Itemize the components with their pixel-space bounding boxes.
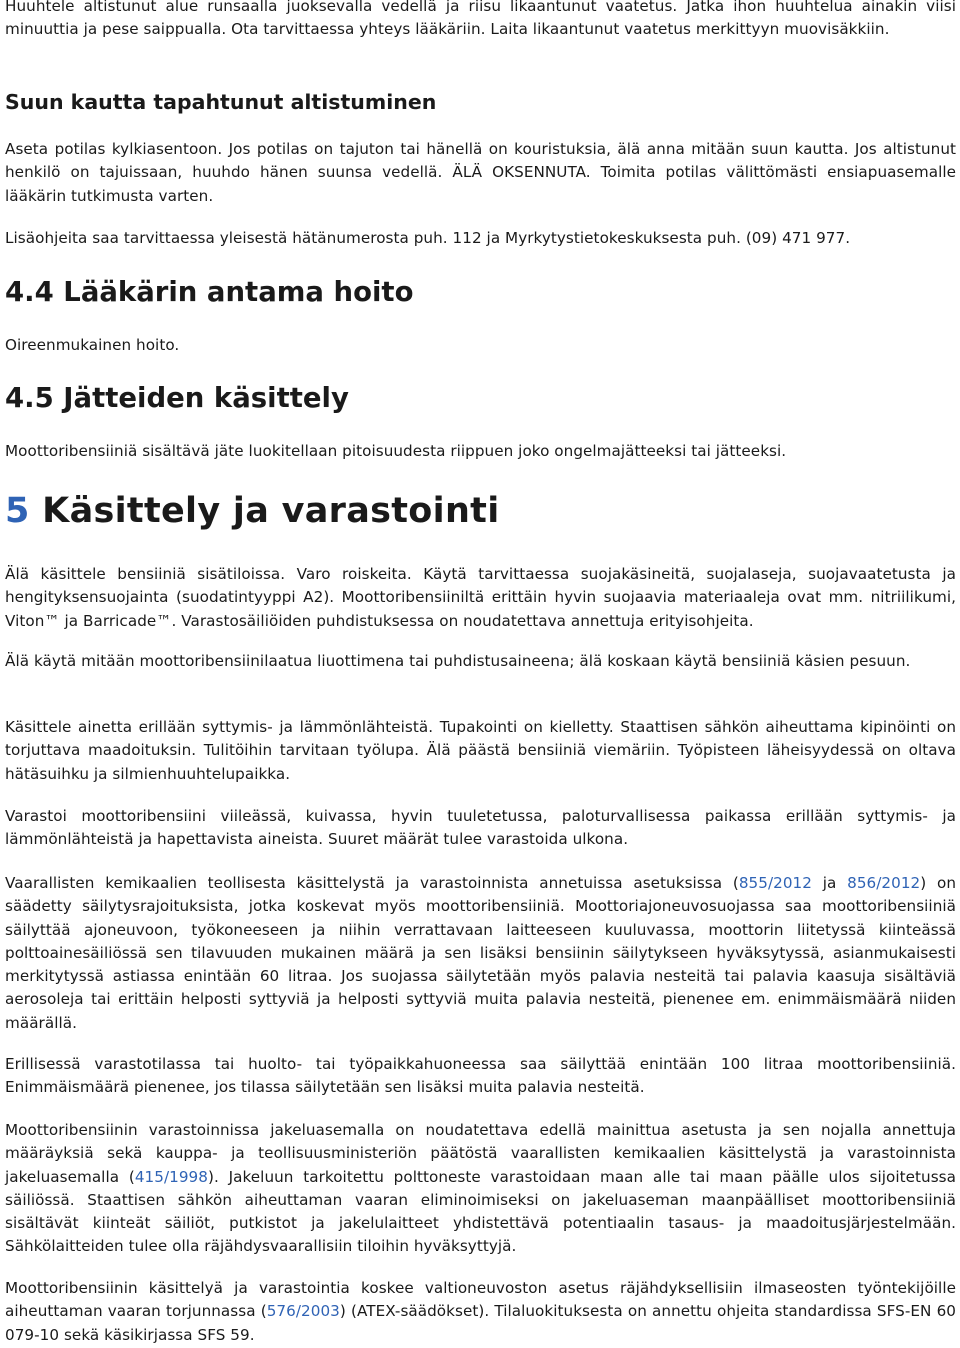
section-5-paragraph-4: Varastoi moottoribensiini viileässä, kuivassa, hyvin tuuletetussa, paloturvallisessa paikassa erillään syttymis- ja lämmönlähteistä ja hapettavista aineista. Suuret määrät tulee varastoida ulkona. [5,807,956,849]
section-5-paragraph-7: Moottoribensiinin varastoinnissa jakeluasemalla on noudatettava edellä mainittua asetusta ja sen nojalla annettuja määräyksiä sekä kauppa- ja teollisuusministeriön päätöstä vaarallisten kemikaalien käsittelystä ja varastoinnista jakeluasemalla (415/1998). Jakeluun tarkoitettu polttoneste varastoidaan maan alle tai maan päälle ulos sijoitetussa säiliössä. Staattisen sähkön aiheuttaman vaaran eliminoimiseksi on jakeluaseman maanpäälliset moottoribensiiniä sisältävät kiinteät säiliöt, putkistot ja jakelulaitteet yhdistettävä potentiaalin tasaus- ja maadoitusjärjestelmään. Sähkölaitteiden tulee olla räjähdysvaarallisiin tiloihin hyväksyttyjä. [5,1121,957,1256]
decision-415-1998-link[interactable]: 415/1998 [134,1167,208,1186]
section-5-paragraph-8: Moottoribensiinin käsittelyä ja varastointia koskee valtioneuvoston asetus räjähdyksellisiin ilmaseosten työntekijöille aiheuttaman vaaran torjunnassa (576/2003) (ATEX-säädökset). Tilaluokituksesta on annettu ohjeita standardissa SFS-EN 60 079-10 sekä käsikirjassa SFS 59. [5,1279,956,1344]
section-5-paragraph-1: Älä käsittele bensiiniä sisätiloissa. Varo roiskeita. Käytä tarvittaessa suojakäsineitä, suojalaseja, suojavaatetusta ja hengityksensuojainta (suodatintyyppi A2). Moottoribensiiniltä erittäin hyvin suojaavia materiaaleja ovat mm. nitriilikumi, Viton™ ja Barricade™. Varastosäiliöiden puhdistuksessa on noudatettava annettuja erityisohjeita. [5,565,956,630]
section-5-paragraph-5: Vaarallisten kemikaalien teollisesta käsittelystä ja varastoinnista annetuissa asetuksissa (855/2012 ja 856/2012) on säädetty säilytysrajoituksista, jotka koskevat myös moottoribensiiniä. Moottoriajoneuvosuojassa saa moottoribensiiniä säilyttää ajoneuvoon, työkoneeseen ja niihin verrattavaan laitteeseen kuuluvassa, moottorin liitetyssä kiinteässä polttoainesäiliössä sen tilavuuden mukainen määrä ja sen lisäksi bensiinin säilytykseen hyväksytyssä, asianmukaisesti merkitytyssä astiassa enintään 60 litraa. Jos suojassa säilytetään myös palavia nesteitä tai palavia kaasuja sisältäviä aerosoleja tai erittäin helposti syttyviä ja helposti syttyviä muita palavia nesteitä, pienenee em. enimmäismäärä niiden määrällä. [5,874,957,1032]
section-5-paragraph-6: Erillisessä varastotilassa tai huolto- tai työpaikkahuoneessa saa säilyttää enintään 100 litraa moottoribensiiniä. Enimmäismäärä pienenee, jos tilassa säilytetään sen lisäksi muita palavia nesteitä. [5,1055,956,1097]
intro-paragraph: Huuhtele altistunut alue runsaalla juoksevalla vedellä ja riisu likaantunut vaatetus. Jatka ihon huuhtelua ainakin viisi minuuttia ja pese saippualla. Ota tarvittaessa yhteys lääkäriin. Laita likaantunut vaatetus merkittyyn muovisäkkiin. [5,0,956,39]
section-5-number: 5 [5,491,30,531]
section-5-heading [5,490,956,532]
section-4-5-paragraph: Moottoribensiiniä sisältävä jäte luokitellaan pitoisuudesta riippuen joko ongelmajätteeksi tai jätteeksi. [5,442,787,460]
oral-exposure-heading: Suun kautta tapahtunut altistuminen [5,90,437,114]
section-4-4-paragraph: Oireenmukainen hoito. [5,336,180,354]
oral-paragraph-1: Aseta potilas kylkiasentoon. Jos potilas on tajuton tai hänellä on kouristuksia, älä anna mitään suun kautta. Jos altistunut henkilö on tajuissaan, huuhdo hänen suunsa vedellä. ÄLÄ OKSENNUTA. Toimita potilas välittömästi ensiapuasemalle lääkärin tutkimusta varten. [5,140,956,205]
section-4-5-heading: 4.5 Jätteiden käsittely [5,382,349,414]
decree-856-2012-link[interactable]: 856/2012 [847,874,921,892]
oral-paragraph-2: Lisäohjeita saa tarvittaessa yleisestä hätänumerosta puh. 112 ja Myrkytystietokeskuksesta puh. (09) 471 977. [5,229,851,247]
decree-576-2003-link[interactable]: 576/2003 [266,1302,340,1321]
section-5-title: Käsittely ja varastointi [42,491,500,531]
section-4-4-heading: 4.4 Lääkärin antama hoito [5,276,414,308]
decree-855-2012-link[interactable]: 855/2012 [738,874,812,892]
section-5-paragraph-2: Älä käytä mitään moottoribensiinilaatua liuottimena tai puhdistusaineena; älä koskaan käytä bensiiniä käsien pesuun. [5,652,911,670]
section-5-paragraph-3: Käsittele ainetta erillään syttymis- ja lämmönlähteistä. Tupakointi on kielletty. Staattisen sähkön aiheuttama kipinöinti on torjuttava maadoituksin. Tulitöihin tarvitaan työlupa. Älä päästä bensiiniä viemäriin. Työpisteen läheisyydessä on oltava hätäsuihku ja silmienhuuhtelupaikka. [5,718,956,783]
